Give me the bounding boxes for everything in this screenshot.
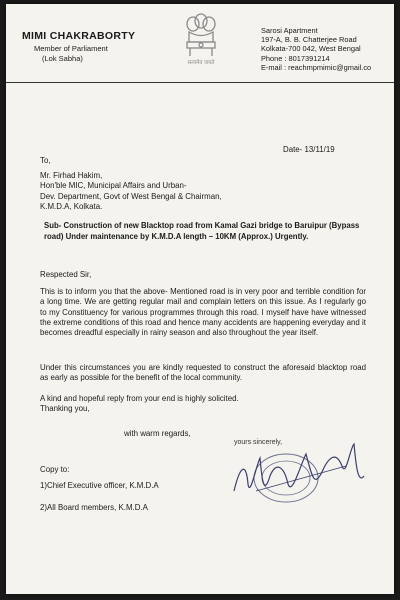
letter-date: Date- 13/11/19 <box>283 145 335 154</box>
address-line: Sarosi Apartment <box>261 26 318 35</box>
recipient-line: Mr. Firhad Hakim, <box>40 171 103 180</box>
body-paragraph-2: Under this circumstances you are kindly requested to construct the aforesaid blacktop road as early as possible for the benefit of the local community. <box>40 363 366 383</box>
body-paragraph-1: This is to inform you that the above- Mentioned road is in very poor and terrible condition for a long time. We are getting regular mail and complain letters on this issue. As I regularly go to my Constituency for various programmes through this road. I myself have have witnessed the extreme conditions of this road and hence many accidents are happening everyday and it becomes dreadful especially in rainy season and also throughout the year itself. <box>40 287 366 338</box>
letter-page <box>6 4 394 594</box>
salutation: Respected Sir, <box>40 270 92 279</box>
regards-line: with warm regards, <box>124 429 191 438</box>
copy-item: 2)All Board members, K.M.D.A <box>40 503 148 512</box>
email-line: E-mail : reachmpmimic@gmail.co <box>261 62 372 72</box>
to-label: To, <box>40 156 51 165</box>
address-line: 197-A, B. B. Chatterjee Road <box>261 35 357 45</box>
recipient-line: Hon'ble MIC, Municipal Affairs and Urban- <box>40 181 187 191</box>
recipient-line: Dev. Department, Govt of West Bengal & Chairman, <box>40 191 222 201</box>
copy-to-label: Copy to: <box>40 465 70 474</box>
subject-line: Sub- Construction of new Blacktop road from Kamal Gazi bridge to Baruipur (Bypass road) Under maintenance by K.M.D.A length – 10KM (Approx.) Urgently. <box>44 221 360 241</box>
copy-item: 1)Chief Executive officer, K.M.D.A <box>40 481 159 490</box>
sender-address <box>261 26 371 72</box>
address-line: Kolkata-700 042, West Bengal <box>261 44 361 54</box>
sender-house: (Lok Sabha) <box>42 54 83 63</box>
phone-line: Phone : 8017391214 <box>261 53 330 63</box>
body-paragraph-3: A kind and hopeful reply from your end is highly solicited. <box>40 394 239 403</box>
sender-role: Member of Parliament <box>34 44 108 53</box>
recipient-line: K.M.D.A, Kolkata. <box>40 201 103 211</box>
recipient-block <box>40 171 370 212</box>
thanks-line: Thanking you, <box>40 404 90 413</box>
national-emblem-icon <box>182 12 220 66</box>
svg-text:सत्यमेव जयते: सत्यमेव जयते <box>187 60 215 66</box>
letterhead-divider <box>6 82 394 83</box>
signature-with-stamp-icon <box>226 436 371 521</box>
yours-sincerely: yours sincerely, <box>234 439 283 446</box>
sender-name: MIMI CHAKRABORTY <box>22 30 136 42</box>
